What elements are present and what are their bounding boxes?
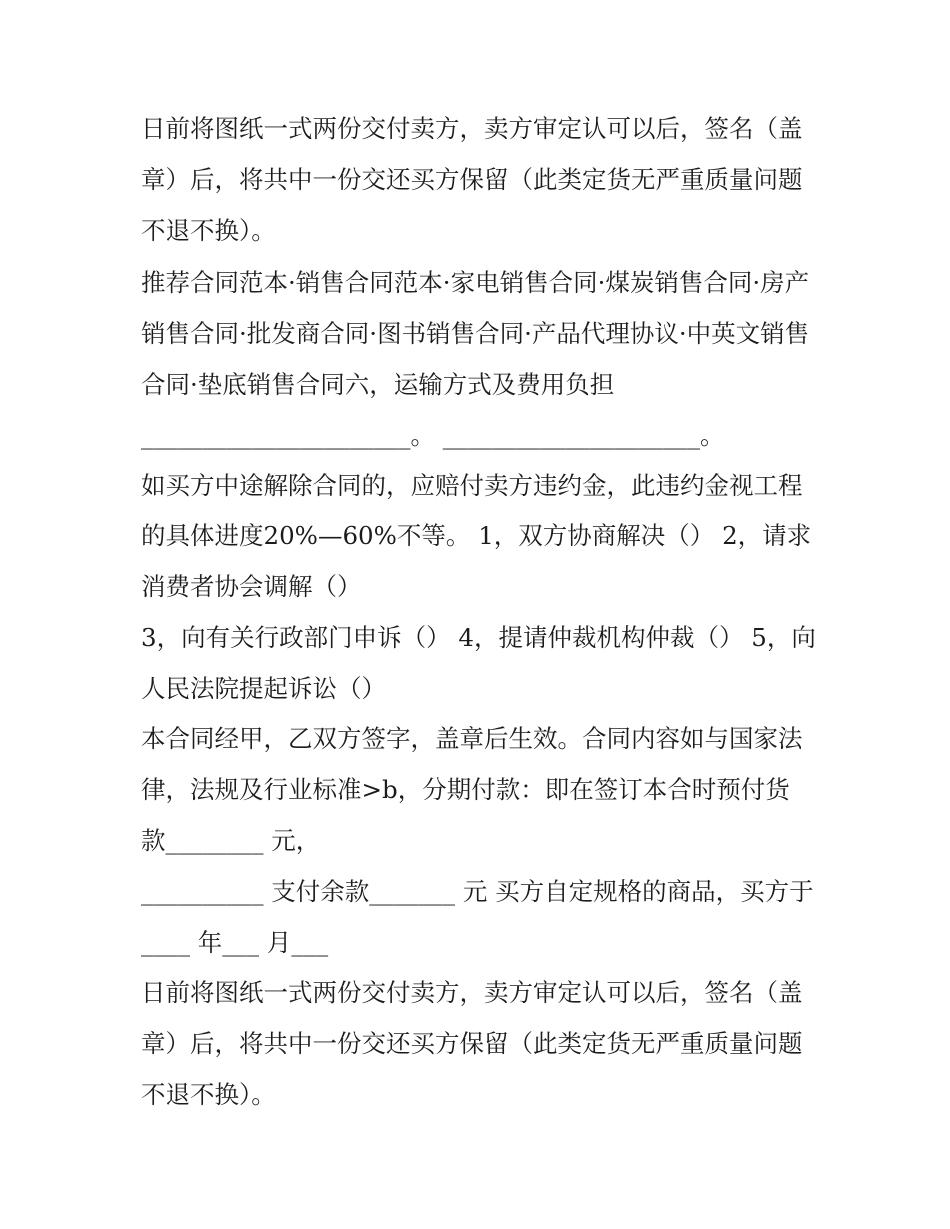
text-line: 的具体进度20%—60%不等。 1，双方协商解决（） 2，请求 (141, 521, 812, 550)
text-line: 不退不换）。 (141, 216, 276, 245)
text-line: 律，法规及行业标准>b，分期付款：即在签订本合时预付货 (141, 775, 790, 804)
text-line: 如买方中途解除合同的，应赔付卖方违约金，此违约金视工程 (141, 471, 803, 500)
blank-fill-line: ______________________。 _____________________。 (141, 421, 725, 450)
text-line: 日前将图纸一式两份交付卖方，卖方审定认可以后，签名（盖 (141, 114, 803, 143)
text-line: 合同·垫底销售合同六，运输方式及费用负担 (141, 370, 615, 399)
text-line: __________ 支付余款_______ 元 买方自定规格的商品，买方于 (141, 877, 814, 906)
text-line: 本合同经甲，乙双方签字，盖章后生效。合同内容如与国家法 (141, 724, 803, 753)
text-line: 章）后，将共中一份交还买方保留（此类定货无严重质量问题 (141, 1029, 803, 1058)
text-line: 款________ 元， (141, 826, 321, 855)
text-line: 不退不换）。 (141, 1080, 276, 1109)
text-line: 3，向有关行政部门申诉（） 4，提请仲裁机构仲裁（） 5，向 (141, 623, 816, 652)
text-line: 消费者协会调解（） (141, 572, 362, 601)
text-line: 日前将图纸一式两份交付卖方，卖方审定认可以后，签名（盖 (141, 978, 803, 1007)
text-line: 销售合同·批发商合同·图书销售合同·产品代理协议·中英文销售 (141, 319, 810, 348)
text-line: 章）后，将共中一份交还买方保留（此类定货无严重质量问题 (141, 165, 803, 194)
text-line: 推荐合同范本·销售合同范本·家电销售合同·煤炭销售合同·房产 (141, 268, 810, 297)
text-line: 人民法院提起诉讼（） (141, 674, 386, 703)
text-line: ____ 年___ 月___ (141, 928, 329, 957)
